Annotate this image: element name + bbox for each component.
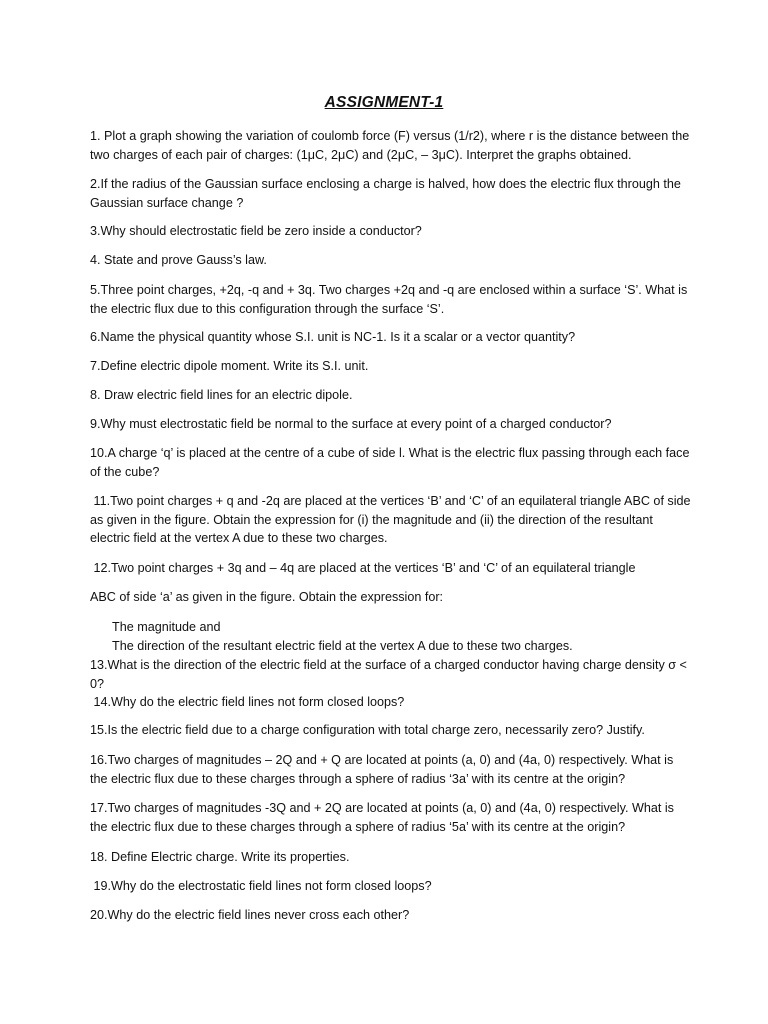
question-15: 15.Is the electric field due to a charge configuration with total charge zero, necessarily zero? Justify.: [90, 723, 645, 737]
question-17: 17.Two charges of magnitudes -3Q and + 2Q are located at points (a, 0) and (4a, 0) respectively. What is the electric flux due to these charges through a sphere of radius ‘5a’ with its centre at the origin?: [90, 801, 678, 834]
question-2: 2.If the radius of the Gaussian surface enclosing a charge is halved, how does the electric flux through the Gaussian surface change ?: [90, 177, 685, 210]
question-5: 5.Three point charges, +2q, -q and + 3q. Two charges +2q and -q are enclosed within a surface ‘S’. What is the electric flux due to this configuration through the surface ‘S’.: [90, 283, 691, 316]
question-11: 11.Two point charges + q and -2q are placed at the vertices ‘B’ and ‘C’ of an equilateral triangle ABC of side as given in the figure. Obtain the expression for (i) the magnitude and (ii) the direction of the resultant electric field at the vertex A due to these two charges.: [90, 494, 695, 545]
question-8: 8. Draw electric field lines for an electric dipole.: [90, 388, 353, 402]
question-10: 10.A charge ‘q’ is placed at the centre of a cube of side l. What is the electric flux passing through each face of the cube?: [90, 446, 693, 479]
question-13: 13.What is the direction of the electric field at the surface of a charged conductor having charge density σ < 0?: [90, 658, 691, 691]
question-1: 1. Plot a graph showing the variation of coulomb force (F) versus (1/r2), where r is the distance between the two charges of each pair of charges: (1μC, 2μC) and (2μC, – 3μC). Interpret the graphs obtained.: [90, 129, 693, 162]
question-12-continued: ABC of side ‘a’ as given in the figure. Obtain the expression for:: [90, 590, 444, 604]
question-19: 19.Why do the electrostatic field lines not form closed loops?: [90, 879, 432, 893]
question-12-part-i: The magnitude and: [112, 620, 221, 634]
question-16: 16.Two charges of magnitudes – 2Q and + Q are located at points (a, 0) and (4a, 0) respectively. What is the electric flux due to these charges through a sphere of radius ‘3a’ with its centre at the origin?: [90, 753, 677, 786]
assignment-title: ASSIGNMENT-1: [324, 94, 444, 111]
question-14: 14.Why do the electric field lines not form closed loops?: [90, 695, 405, 709]
question-3: 3.Why should electrostatic field be zero inside a conductor?: [90, 224, 422, 238]
question-12-part-ii: The direction of the resultant electric field at the vertex A due to these two charges.: [112, 639, 573, 653]
question-6: 6.Name the physical quantity whose S.I. unit is NC-1. Is it a scalar or a vector quantity?: [90, 330, 576, 344]
question-4: 4. State and prove Gauss’s law.: [90, 253, 267, 267]
question-9: 9.Why must electrostatic field be normal to the surface at every point of a charged conductor?: [90, 417, 612, 431]
question-18: 18. Define Electric charge. Write its properties.: [90, 850, 350, 864]
question-7: 7.Define electric dipole moment. Write its S.I. unit.: [90, 359, 369, 373]
question-20: 20.Why do the electric field lines never cross each other?: [90, 908, 410, 922]
question-12: 12.Two point charges + 3q and – 4q are placed at the vertices ‘B’ and ‘C’ of an equilateral triangle: [90, 561, 636, 575]
